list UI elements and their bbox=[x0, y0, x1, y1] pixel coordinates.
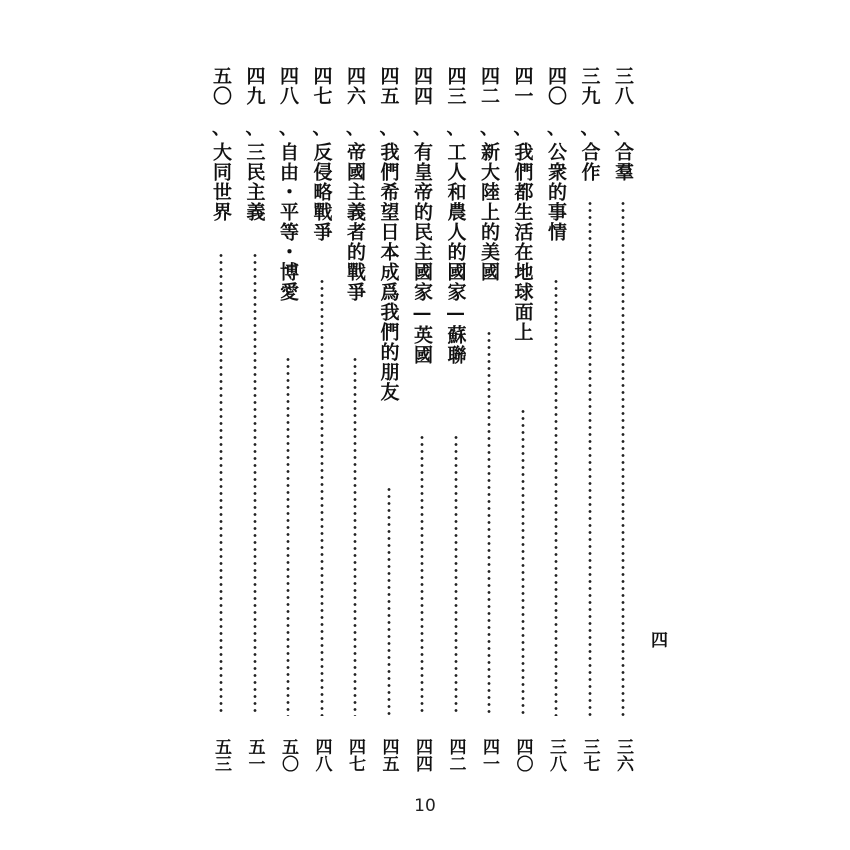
dot-leader bbox=[520, 408, 526, 716]
entry-page-number: 四五 bbox=[378, 738, 399, 772]
entry-title: 有皇帝的民主國家—英國 bbox=[411, 142, 433, 365]
entry-number: 四五 bbox=[377, 66, 400, 106]
entry-title: 工人和農人的國家—蘇聯 bbox=[444, 142, 467, 365]
entry-title: 合羣 bbox=[612, 142, 634, 182]
toc-entry bbox=[577, 66, 603, 772]
dot-leader bbox=[553, 278, 559, 716]
entry-separator: 、 bbox=[614, 118, 632, 139]
entry-title: 公衆的事情 bbox=[545, 142, 567, 242]
entry-title: 三民主義 bbox=[243, 142, 266, 222]
entry-separator: 、 bbox=[446, 118, 465, 139]
entry-page-number: 四七 bbox=[345, 738, 365, 772]
toc-entry bbox=[510, 66, 536, 772]
toc-entry bbox=[376, 66, 402, 772]
entry-separator: 、 bbox=[413, 118, 431, 139]
entry-title: 帝國主義者的戰爭 bbox=[344, 142, 366, 302]
entry-separator: 、 bbox=[279, 118, 297, 139]
toc-entry bbox=[443, 66, 469, 772]
entry-title: 合作 bbox=[578, 142, 601, 182]
entry-number: 四二 bbox=[478, 66, 500, 106]
entry-separator: 、 bbox=[580, 118, 599, 139]
entry-number: 四一 bbox=[511, 66, 534, 106]
toc-entry bbox=[275, 66, 301, 772]
entry-page-number: 四一 bbox=[479, 738, 499, 772]
toc-entry bbox=[208, 66, 234, 772]
dot-leader bbox=[453, 434, 459, 716]
dot-leader bbox=[486, 330, 492, 716]
entry-number: 四六 bbox=[344, 66, 366, 106]
dot-leader bbox=[386, 486, 392, 716]
entry-number: 四九 bbox=[243, 66, 266, 106]
toc-entry bbox=[309, 66, 335, 772]
entry-page-number: 五〇 bbox=[278, 738, 298, 772]
entry-page-number: 四〇 bbox=[512, 738, 533, 772]
entry-separator: 、 bbox=[513, 118, 532, 139]
entry-title: 我們都生活在地球面上 bbox=[511, 142, 534, 342]
entry-number: 五〇 bbox=[210, 66, 232, 106]
toc-entry bbox=[610, 66, 636, 772]
entry-title: 新大陸上的美國 bbox=[478, 142, 500, 282]
entry-title: 反侵略戰爭 bbox=[310, 142, 333, 242]
entry-number: 四四 bbox=[411, 66, 433, 106]
toc-entry bbox=[543, 66, 569, 772]
toc-entry bbox=[476, 66, 502, 772]
page-number: 10 bbox=[414, 796, 436, 816]
entry-page-number: 三八 bbox=[546, 738, 566, 772]
entry-separator: 、 bbox=[212, 118, 230, 139]
dot-leader bbox=[285, 356, 291, 716]
entry-separator: 、 bbox=[245, 118, 264, 139]
dot-leader bbox=[352, 356, 358, 716]
toc-entry bbox=[342, 66, 368, 772]
dot-leader bbox=[587, 200, 593, 716]
entry-page-number: 五一 bbox=[244, 738, 265, 772]
dot-leader bbox=[620, 200, 626, 716]
entry-separator: 、 bbox=[312, 118, 331, 139]
entry-number: 四〇 bbox=[545, 66, 567, 106]
dot-leader bbox=[319, 278, 325, 716]
toc-entry bbox=[409, 66, 435, 772]
entry-number: 三八 bbox=[612, 66, 634, 106]
entry-number: 四七 bbox=[310, 66, 333, 106]
entry-title: 大同世界 bbox=[210, 142, 232, 222]
entry-number: 三九 bbox=[578, 66, 601, 106]
entry-page-number: 三七 bbox=[579, 738, 600, 772]
entry-separator: 、 bbox=[379, 118, 398, 139]
entry-page-number: 三六 bbox=[613, 738, 633, 772]
entry-page-number: 四四 bbox=[412, 738, 432, 772]
dot-leader bbox=[419, 434, 425, 716]
entry-page-number: 四二 bbox=[445, 738, 466, 772]
dot-leader bbox=[218, 252, 224, 716]
dot-leader bbox=[252, 252, 258, 716]
toc-entry bbox=[242, 66, 268, 772]
entry-number: 四三 bbox=[444, 66, 467, 106]
entry-page-number: 五三 bbox=[211, 738, 231, 772]
section-mark: 四 bbox=[651, 631, 668, 651]
entry-title: 自由・平等・博愛 bbox=[277, 142, 299, 302]
entry-page-number: 四八 bbox=[311, 738, 332, 772]
entry-separator: 、 bbox=[346, 118, 364, 139]
entry-separator: 、 bbox=[547, 118, 565, 139]
entry-title: 我們希望日本成爲我們的朋友 bbox=[377, 142, 400, 402]
entry-separator: 、 bbox=[480, 118, 498, 139]
entry-number: 四八 bbox=[277, 66, 299, 106]
